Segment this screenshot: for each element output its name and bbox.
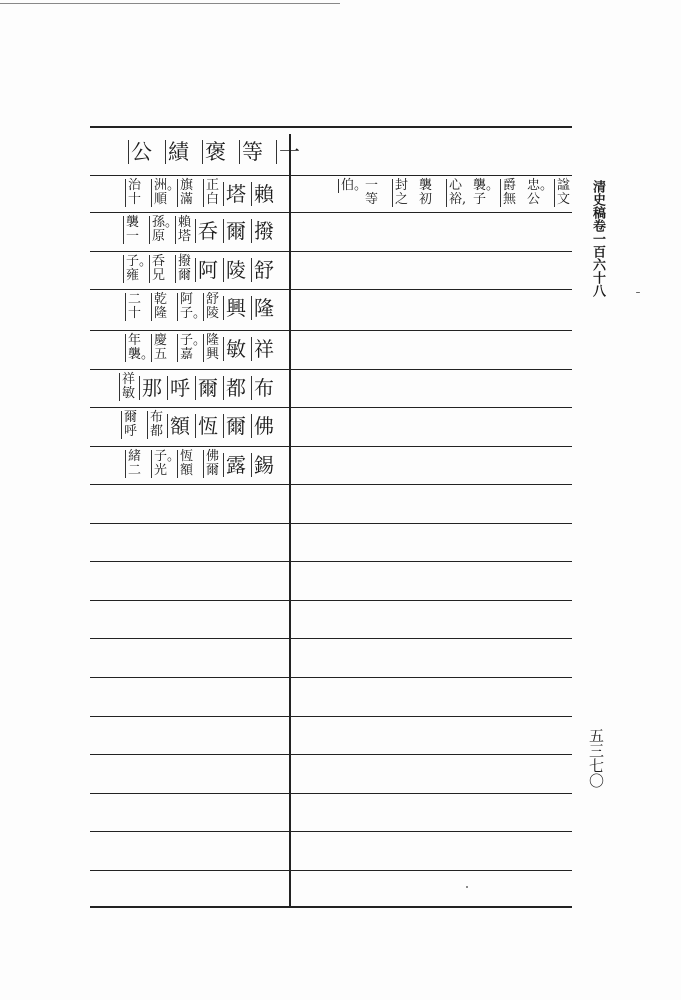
note-char: 一 bbox=[365, 178, 379, 193]
row-rule bbox=[90, 369, 572, 370]
table-title bbox=[128, 140, 303, 164]
note-char: 諡 bbox=[557, 178, 571, 193]
note-column bbox=[338, 179, 367, 193]
annotation-char: 舒 bbox=[206, 292, 220, 307]
row-rule bbox=[90, 446, 572, 447]
row-rule bbox=[90, 561, 572, 562]
scan-edge-line bbox=[0, 3, 340, 4]
table-center-divider bbox=[289, 134, 291, 906]
note-char: 忠。 bbox=[527, 178, 554, 193]
annotation-column bbox=[125, 334, 154, 362]
heir-name-char: 額 bbox=[167, 414, 190, 438]
row-rule bbox=[90, 793, 572, 794]
annotation-char: 二 bbox=[128, 292, 142, 307]
heir-name-char: 那 bbox=[139, 376, 162, 400]
note-char: 伯。 bbox=[341, 178, 368, 193]
table-title-char: 一 bbox=[276, 140, 303, 164]
annotation-char: 額 bbox=[180, 463, 194, 478]
table-top-rule bbox=[90, 126, 572, 128]
row-rule bbox=[90, 212, 572, 213]
row-rule bbox=[90, 330, 572, 331]
row-rule bbox=[90, 831, 572, 832]
row-rule bbox=[90, 251, 572, 252]
annotation-column bbox=[175, 255, 191, 283]
annotation-column bbox=[123, 216, 139, 244]
note-char: 封 bbox=[395, 178, 409, 193]
heir-name-char: 阿 bbox=[195, 258, 218, 282]
annotation-char: 恆 bbox=[180, 449, 194, 464]
heir-name-char: 興 bbox=[223, 296, 246, 320]
annotation-char: 洲。 bbox=[154, 178, 181, 193]
heir-name-char: 佛 bbox=[251, 414, 274, 438]
annotation-char: 爾 bbox=[178, 268, 192, 283]
heir-name-char: 撥 bbox=[251, 219, 274, 243]
annotation-char: 呼 bbox=[124, 424, 138, 439]
heir-name-char: 祥 bbox=[251, 337, 274, 361]
heir-name-char: 爾 bbox=[223, 414, 246, 438]
annotation-column bbox=[147, 411, 163, 439]
note-char: 文 bbox=[557, 192, 571, 207]
note-column bbox=[500, 179, 516, 207]
annotation-char: 塔 bbox=[178, 229, 192, 244]
annotation-char: 十 bbox=[128, 192, 142, 207]
annotation-char: 子。 bbox=[180, 306, 207, 321]
annotation-char: 呑 bbox=[152, 254, 166, 269]
annotation-column bbox=[149, 216, 178, 244]
running-head: 清史稿卷一百六十八 bbox=[590, 180, 605, 297]
annotation-column bbox=[123, 255, 152, 283]
row-rule bbox=[90, 870, 572, 871]
heir-name-char: 隆 bbox=[251, 296, 274, 320]
annotation-char: 年 bbox=[128, 333, 142, 348]
scan-speck bbox=[466, 886, 468, 888]
annotation-char: 十 bbox=[128, 306, 142, 321]
note-column bbox=[473, 179, 499, 207]
annotation-column bbox=[125, 179, 141, 207]
table-bottom-rule bbox=[90, 906, 572, 908]
row-rule bbox=[90, 407, 572, 408]
note-char: 之 bbox=[395, 192, 409, 207]
heir-name-char: 恆 bbox=[195, 414, 218, 438]
note-char: 爵 bbox=[503, 178, 517, 193]
annotation-column bbox=[121, 411, 137, 439]
annotation-char: 緒 bbox=[128, 449, 142, 464]
heir-name-char: 錫 bbox=[251, 453, 274, 477]
annotation-char: 敏 bbox=[122, 386, 136, 401]
heir-name-char: 塔 bbox=[223, 182, 246, 206]
row-rule bbox=[90, 175, 572, 176]
annotation-char: 興 bbox=[206, 347, 220, 362]
row-rule bbox=[90, 754, 572, 755]
annotation-char: 子。 bbox=[154, 449, 181, 464]
annotation-char: 治 bbox=[128, 178, 142, 193]
annotation-char: 原 bbox=[152, 229, 166, 244]
note-char: 襲。 bbox=[473, 178, 500, 193]
annotation-column bbox=[177, 334, 206, 362]
heir-name-char: 敏 bbox=[223, 337, 246, 361]
annotation-char: 爾 bbox=[124, 410, 138, 425]
annotation-column bbox=[177, 293, 206, 321]
row-rule bbox=[90, 600, 572, 601]
note-column bbox=[527, 179, 553, 207]
heir-name-char: 露 bbox=[223, 453, 246, 477]
annotation-char: 阿 bbox=[180, 292, 194, 307]
annotation-char: 雍 bbox=[126, 268, 140, 283]
table-title-char: 公 bbox=[128, 140, 155, 164]
annotation-char: 慶 bbox=[154, 333, 168, 348]
table-title-char: 績 bbox=[165, 140, 192, 164]
note-column bbox=[446, 179, 466, 207]
annotation-char: 賴 bbox=[178, 215, 192, 230]
heir-name-char: 爾 bbox=[223, 219, 246, 243]
row-rule bbox=[90, 677, 572, 678]
annotation-char: 順 bbox=[154, 192, 168, 207]
heir-name-char: 布 bbox=[251, 376, 274, 400]
note-column bbox=[419, 179, 432, 207]
row-rule bbox=[90, 716, 572, 717]
note-char: 無 bbox=[503, 192, 517, 207]
heir-name-char: 賴 bbox=[251, 182, 274, 206]
annotation-char: 佛 bbox=[206, 449, 220, 464]
annotation-column bbox=[119, 373, 135, 401]
annotation-char: 隆 bbox=[154, 306, 168, 321]
annotation-column bbox=[203, 179, 219, 207]
annotation-char: 滿 bbox=[180, 192, 194, 207]
annotation-char: 爾 bbox=[206, 463, 220, 478]
note-column bbox=[392, 179, 408, 207]
table-title-char: 褒 bbox=[202, 140, 229, 164]
note-char: 等 bbox=[365, 192, 379, 207]
annotation-char: 子。 bbox=[126, 254, 153, 269]
heir-name-char: 舒 bbox=[251, 258, 274, 282]
heir-name-char: 爾 bbox=[195, 376, 218, 400]
note-column bbox=[554, 179, 570, 207]
note-char: 公 bbox=[527, 192, 541, 207]
annotation-char: 兄 bbox=[152, 268, 166, 283]
table-title-char: 等 bbox=[239, 140, 266, 164]
row-rule bbox=[90, 638, 572, 639]
annotation-char: 都 bbox=[150, 424, 164, 439]
heir-name-char: 呼 bbox=[167, 376, 190, 400]
annotation-char: 布 bbox=[150, 410, 164, 425]
annotation-column bbox=[151, 293, 167, 321]
annotation-column bbox=[125, 293, 141, 321]
annotation-char: 隆 bbox=[206, 333, 220, 348]
annotation-char: 陵 bbox=[206, 306, 220, 321]
note-char: 子 bbox=[473, 192, 487, 207]
note-char: 裕, bbox=[449, 192, 467, 207]
heir-name-char: 都 bbox=[223, 376, 246, 400]
annotation-char: 一 bbox=[126, 229, 140, 244]
annotation-char: 撥 bbox=[178, 254, 192, 269]
annotation-char: 嘉 bbox=[180, 347, 194, 362]
annotation-char: 光 bbox=[154, 463, 168, 478]
annotation-char: 旗 bbox=[180, 178, 194, 193]
annotation-char: 正 bbox=[206, 178, 220, 193]
annotation-char: 子。 bbox=[180, 333, 207, 348]
annotation-column bbox=[151, 450, 180, 478]
annotation-char: 襲。 bbox=[128, 347, 155, 362]
annotation-char: 五 bbox=[154, 347, 168, 362]
annotation-char: 乾 bbox=[154, 292, 168, 307]
row-rule bbox=[90, 523, 572, 524]
annotation-char: 二 bbox=[128, 463, 142, 478]
annotation-column bbox=[125, 450, 141, 478]
page-number: 五三七〇 bbox=[587, 728, 605, 788]
heir-name-char: 陵 bbox=[223, 258, 246, 282]
scan-speck bbox=[636, 292, 640, 293]
note-char: 襲 bbox=[419, 178, 433, 193]
annotation-column bbox=[203, 450, 219, 478]
annotation-char: 襲 bbox=[126, 215, 140, 230]
note-char: 初 bbox=[419, 192, 433, 207]
row-rule bbox=[90, 289, 572, 290]
row-rule bbox=[90, 484, 572, 485]
heir-name-char: 呑 bbox=[195, 219, 218, 243]
annotation-char: 祥 bbox=[122, 372, 136, 387]
annotation-column bbox=[151, 179, 180, 207]
note-char: 心 bbox=[449, 178, 463, 193]
annotation-char: 白 bbox=[206, 192, 220, 207]
annotation-char: 孫。 bbox=[152, 215, 179, 230]
